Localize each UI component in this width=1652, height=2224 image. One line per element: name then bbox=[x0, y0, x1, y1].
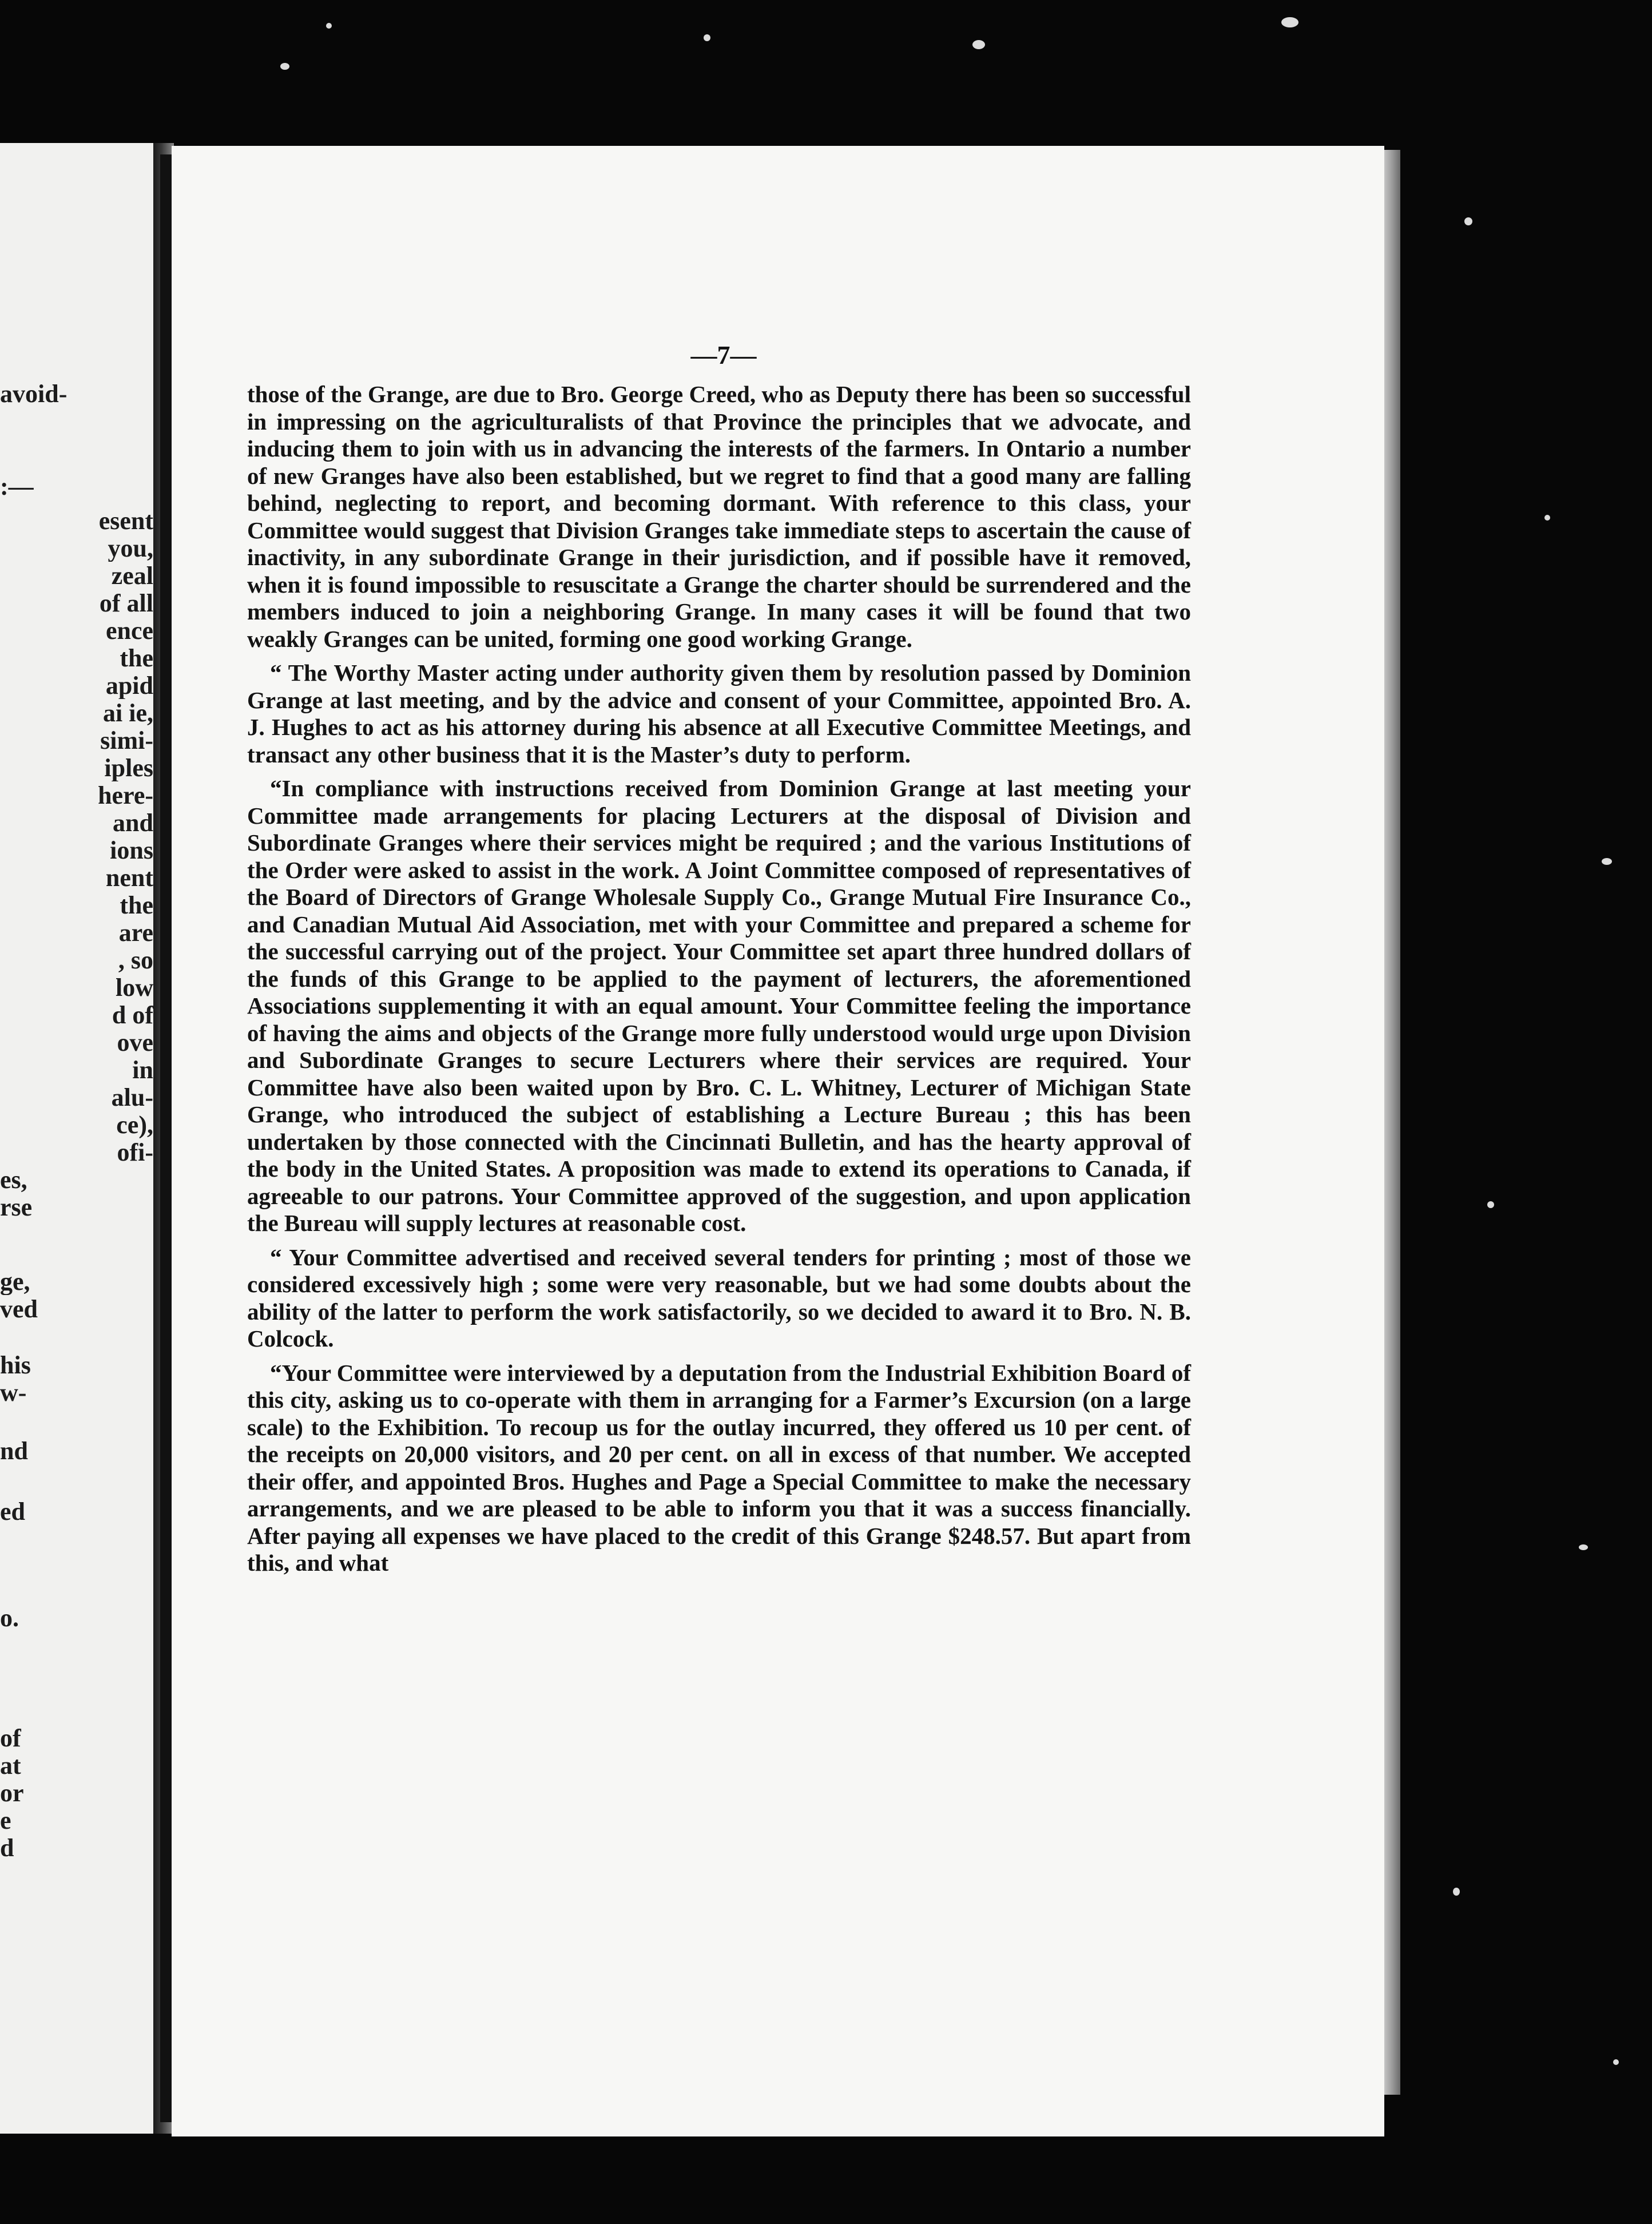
left-page-fragment: nd bbox=[0, 1438, 28, 1464]
dust-speck bbox=[280, 63, 289, 70]
left-page-fragment: esent bbox=[98, 508, 153, 534]
paragraph: “ Your Committee advertised and received several tenders for printing ; most of those we considered excessively high ; some were very reasonable, but we had some doubts about the ability of the latter to perform the work satisfactorily, so we decided to award it to Bro. N. B. Colcock. bbox=[247, 1244, 1191, 1352]
left-page-fragment: ved bbox=[0, 1296, 38, 1323]
left-page-fragment: , so bbox=[118, 947, 153, 974]
left-page-fragment: ions bbox=[110, 837, 153, 864]
dust-speck bbox=[704, 34, 710, 41]
paragraph: “ The Worthy Master acting under authority given them by resolution passed by Dominion Grange at last meeting, and by the advice and consent of your Committee, appointed Bro. A. J. Hughes to act as his attorney during his absence at all Executive Committee Meetings, and transact any other business that it is the Master’s duty to perform. bbox=[247, 660, 1191, 768]
left-page-fragment: simi- bbox=[100, 728, 153, 754]
book-binding bbox=[160, 154, 173, 2122]
left-page-fragment: d of bbox=[112, 1002, 153, 1028]
left-page-fragment: d bbox=[0, 1835, 14, 1861]
dust-speck bbox=[326, 23, 332, 29]
paragraph: “Your Committee were interviewed by a deputation from the Industrial Exhibition Board of this city, asking us to co-operate with them in arranging for a Farmer’s Excursion (on a large scale) to the Exhibition. To recoup us for the outlay incurred, they offered us 10 per cent. of the receipts on 20,000 visitors, and 20 per cent. on all in excess of that number. We accepted their offer, and appointed Bros. Hughes and Page a Special Committee to make the necessary arrangements, and we are pleased to be able to inform you that it was a success financially. After paying all expenses we have placed to the credit of this Grange $248.57. But apart from this, and what bbox=[247, 1359, 1191, 1576]
left-page-fragment: ai ie, bbox=[103, 700, 153, 726]
left-page-fragment: you, bbox=[108, 535, 153, 562]
left-page-fragment: ence bbox=[105, 618, 153, 644]
left-page-fragment: at bbox=[0, 1753, 21, 1779]
dust-speck bbox=[1453, 1888, 1460, 1896]
left-page-fragment: w- bbox=[0, 1380, 27, 1406]
left-page-fragment: ce), bbox=[116, 1112, 153, 1138]
left-page-fragment: nent bbox=[105, 865, 153, 891]
paragraph: “In compliance with instructions received from Dominion Grange at last meeting your Committee made arrangements for placing Lecturers at the disposal of Division and Subordinate Granges where their services might be required ; and the various Institutions of the Order were asked to assist in the work. A Joint Committee composed of representatives of the Board of Directors of Grange Wholesale Supply Co., Grange Mutual Fire Insurance Co., and Canadian Mutual Aid Association, met with your Committee and prepared a scheme for the successful carrying out of the project. Your Committee set apart three hundred dollars of the funds of this Grange to be applied to the payment of lecturers, the aforementioned Associations supplementing it with an equal amount. Your Committee feeling the importance of having the aims and objects of the Grange more fully understood would urge upon Division and Subordinate Granges to secure Lecturers where their services are required. Your Committee have also been waited upon by Bro. C. L. Whitney, Lecturer of Michigan State Grange, who introduced the subject of establishing a Lecture Bureau ; this has been undertaken by those connected with the Cincinnati Bulletin, and has the hearty approval of the body in the United States. A proposition was made to extend its operations to Canada, if agreeable to our patrons. Your Committee approved of the suggestion, and upon application the Bureau will supply lectures at reasonable cost. bbox=[247, 775, 1191, 1236]
left-page-fragment: the bbox=[120, 892, 153, 919]
left-page-fragment: of all bbox=[99, 590, 153, 617]
left-page-text-fragments bbox=[0, 143, 153, 2134]
left-page-fragment: are bbox=[118, 920, 153, 946]
left-facing-page bbox=[0, 143, 153, 2134]
left-page-fragment: ge, bbox=[0, 1269, 30, 1295]
dust-speck bbox=[1579, 1544, 1588, 1550]
left-page-fragment: in bbox=[132, 1057, 153, 1083]
left-page-fragment: :— bbox=[0, 474, 34, 500]
left-page-fragment: o. bbox=[0, 1605, 19, 1631]
left-page-fragment: ove bbox=[117, 1030, 153, 1056]
paragraph: those of the Grange, are due to Bro. George Creed, who as Deputy there has been so successful in impressing on the agriculturalists of that Province the principles that we advocate, and inducing them to join with us in advancing the interests of the farmers. In Ontario a number of new Granges have also been established, but we regret to find that a good many are falling behind, neglecting to report, and becoming dormant. With reference to this class, your Committee would suggest that Division Granges take immediate steps to ascertain the cause of inactivity, in any subordinate Grange in their jurisdiction, and if possible have it removed, when it is found impossible to resuscitate a Grange the charter should be surrendered and the members induced to join a neighboring Grange. In many cases it will be found that two weakly Granges can be united, forming one good working Grange. bbox=[247, 381, 1191, 652]
body-text bbox=[247, 381, 1191, 1891]
dust-speck bbox=[1487, 1201, 1494, 1208]
left-page-fragment: here- bbox=[98, 783, 153, 809]
left-page-fragment: his bbox=[0, 1352, 31, 1379]
left-page-fragment: the bbox=[120, 645, 153, 672]
left-page-fragment: es, bbox=[0, 1167, 27, 1193]
left-page-fragment: apid bbox=[105, 673, 153, 699]
page-number: —7— bbox=[690, 340, 757, 370]
left-page-fragment: and bbox=[113, 810, 153, 836]
dust-speck bbox=[1281, 17, 1298, 27]
page-edge-stack bbox=[1384, 150, 1400, 2095]
left-page-fragment: or bbox=[0, 1780, 24, 1806]
left-page-fragment: avoid- bbox=[0, 381, 67, 407]
dust-speck bbox=[1613, 2059, 1619, 2065]
dust-speck bbox=[1464, 217, 1472, 225]
left-page-fragment: ed bbox=[0, 1499, 25, 1525]
left-page-fragment: alu- bbox=[111, 1085, 153, 1111]
dust-speck bbox=[1544, 515, 1550, 521]
left-page-fragment: iples bbox=[104, 755, 153, 781]
left-page-fragment: low bbox=[116, 975, 153, 1001]
left-page-fragment: e bbox=[0, 1808, 11, 1834]
left-page-fragment: ofi- bbox=[117, 1139, 153, 1166]
left-page-fragment: zeal bbox=[111, 563, 153, 589]
left-page-fragment: of bbox=[0, 1725, 21, 1752]
dust-speck bbox=[972, 40, 985, 49]
dust-speck bbox=[1602, 858, 1612, 865]
left-page-fragment: rse bbox=[0, 1194, 33, 1221]
